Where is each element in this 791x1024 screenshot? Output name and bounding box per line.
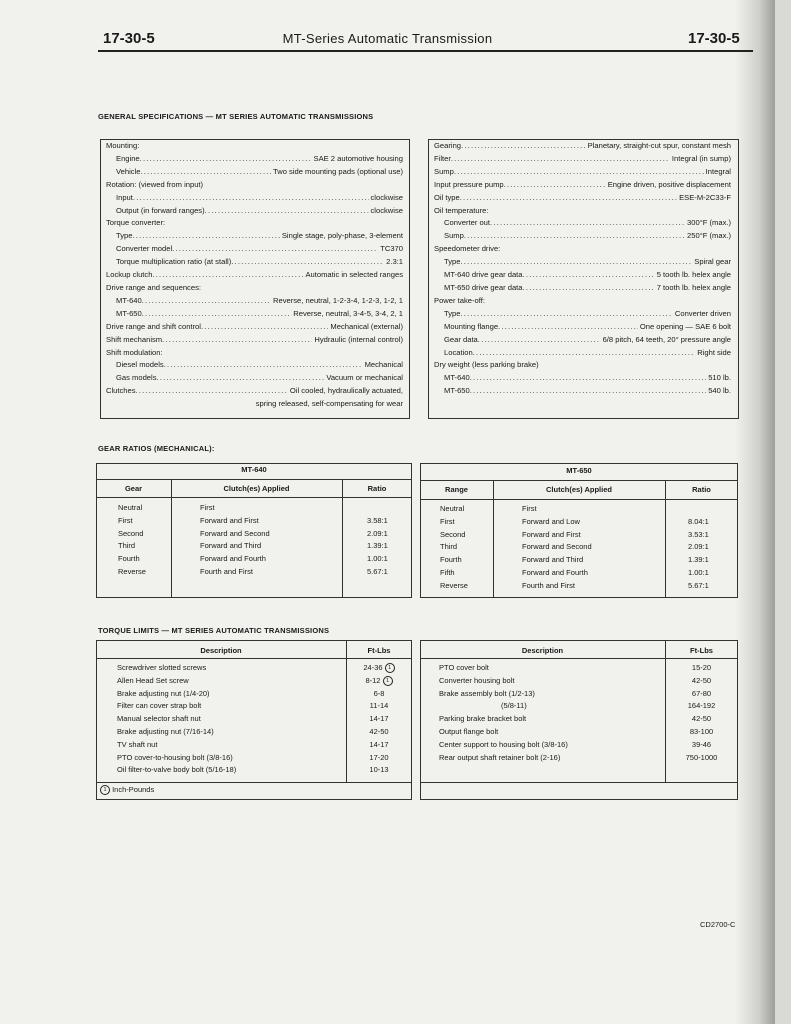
leader-dots <box>162 334 312 347</box>
leader-dots <box>454 166 704 179</box>
torque-desc: Brake assembly bolt (1/2-13) <box>439 688 535 698</box>
mt650-cell: 3.53:1 <box>688 529 709 539</box>
leader-dots <box>470 385 706 398</box>
spec-value: Reverse, neutral, 3-4-5, 3-4, 2, 1 <box>293 308 403 318</box>
spec-key: MT-650 drive gear data <box>444 282 523 292</box>
leader-dots <box>133 192 369 205</box>
spec-key: Lockup clutch <box>106 270 153 280</box>
spec-key: Oil type <box>434 192 460 202</box>
leader-dots <box>523 269 655 282</box>
torque-left-header-desc: Description <box>200 646 242 655</box>
mt640-cell: Second <box>118 528 144 538</box>
footnote-circle-marker: 1 <box>385 663 395 673</box>
spec-line <box>106 192 403 205</box>
mt650-cell: Reverse <box>440 580 468 590</box>
torque-right-bottom-rule <box>420 782 738 783</box>
spec-line <box>434 282 731 295</box>
torque-footnote <box>100 785 154 795</box>
leader-dots <box>136 385 288 398</box>
mt650-cell: 2.09:1 <box>688 542 709 552</box>
torque-desc: Brake adjusting nut (1/4-20) <box>117 688 210 698</box>
mt650-cell: Forward and Second <box>522 542 592 552</box>
spec-key: Vehicle <box>116 166 141 176</box>
spec-key: Gas models <box>116 373 157 383</box>
spec-line <box>106 140 403 153</box>
spec-line <box>434 359 731 372</box>
spec-line <box>434 347 731 360</box>
mt640-cell: Forward and Fourth <box>200 554 266 564</box>
spec-line <box>434 243 731 256</box>
torque-desc: (5/8-11) <box>501 701 527 711</box>
torque-value: 17-20 <box>369 752 389 762</box>
torque-limits-heading: TORQUE LIMITS — MT SERIES AUTOMATIC TRANSMISSIONS <box>98 626 330 635</box>
leader-dots <box>231 256 384 269</box>
spec-value: 250°F (max.) <box>687 231 731 241</box>
spec-value: 5 tooth lb. helex angle <box>656 270 731 280</box>
leader-dots <box>473 347 696 360</box>
leader-dots <box>461 140 586 153</box>
spec-value: Mechanical <box>364 360 403 370</box>
mt640-cell: Reverse <box>118 566 146 576</box>
torque-value: 24-36 <box>363 663 383 672</box>
spec-value: Right side <box>697 347 731 357</box>
mt640-col-rule-1 <box>171 479 172 598</box>
mt640-cell: Third <box>118 541 136 551</box>
spec-value: Oil cooled, hydraulically actuated, <box>289 386 403 396</box>
spec-line <box>434 269 731 282</box>
mt650-cell: Forward and Fourth <box>522 567 588 577</box>
torque-desc: Screwdriver slotted screws <box>117 663 207 672</box>
spec-line <box>106 205 403 218</box>
mt650-cell: Fourth and First <box>522 580 575 590</box>
mt640-header-clutches: Clutch(es) Applied <box>223 484 290 493</box>
spec-line <box>106 243 403 256</box>
leader-dots <box>470 372 706 385</box>
spec-value: 7 tooth lb. helex angle <box>656 282 731 292</box>
mt650-cell: Fifth <box>440 567 455 577</box>
spec-value: 300°F (max.) <box>687 218 731 228</box>
spec-line <box>106 359 403 372</box>
mt640-col-rule-2 <box>342 479 343 598</box>
torque-value-row <box>346 752 412 765</box>
torque-desc: Parking brake bracket bolt <box>439 714 527 724</box>
mt650-clutch-column <box>522 503 592 593</box>
spec-key: Shift mechanism <box>106 334 163 344</box>
mt640-cell: 1.39:1 <box>367 541 388 551</box>
torque-value: 42-50 <box>691 675 712 685</box>
spec-key: Clutches <box>106 386 136 396</box>
spec-key: Rotation: (viewed from input) <box>106 179 204 189</box>
page-number-left: 17-30-5 <box>103 30 155 47</box>
spec-key: Torque converter: <box>106 218 166 228</box>
spec-value: Integral <box>705 166 731 176</box>
spec-value: Engine driven, positive displacement <box>607 179 731 189</box>
spec-line <box>434 166 731 179</box>
spec-key: Engine <box>116 153 140 163</box>
mt650-cell: Forward and Third <box>522 555 584 565</box>
torque-value: 164-192 <box>687 701 716 711</box>
torque-value-row <box>346 726 412 739</box>
spec-key: Drive range and shift control <box>106 321 201 331</box>
spec-line <box>106 398 403 411</box>
torque-value-row <box>346 675 412 688</box>
spec-line <box>434 205 731 218</box>
mt640-cell: Forward and Second <box>200 528 270 538</box>
general-specs-heading: GENERAL SPECIFICATIONS — MT SERIES AUTOMATIC TRANSMISSIONS <box>98 112 374 121</box>
spec-value: Hydraulic (internal control) <box>314 334 403 344</box>
mt650-cell: Third <box>440 542 458 552</box>
torque-right-header-desc: Description <box>521 646 564 655</box>
leader-dots <box>460 192 677 205</box>
torque-left-values <box>346 662 412 777</box>
spec-value: 2.3:1 <box>386 257 403 267</box>
torque-left-descriptions <box>117 662 236 777</box>
mt640-header-rule <box>96 497 412 498</box>
leader-dots <box>157 372 325 385</box>
leader-dots <box>460 308 672 321</box>
spec-value: ESE-M-2C33-F <box>679 192 731 202</box>
leader-dots <box>451 153 670 166</box>
mt650-cell: Forward and Low <box>522 516 580 526</box>
mt640-cell <box>367 502 388 515</box>
spec-key: Sump <box>434 166 454 176</box>
mt640-title: MT-640 <box>241 465 267 474</box>
torque-left-header-ftlbs: Ft-Lbs <box>367 646 391 655</box>
mt640-cell: Fourth <box>118 554 140 564</box>
mt640-gear-column <box>118 502 146 579</box>
spec-key: Type <box>444 308 461 318</box>
spec-line <box>106 153 403 166</box>
torque-desc: Filter can cover strap bolt <box>117 701 202 711</box>
leader-dots <box>140 153 312 166</box>
mt650-cell: First <box>522 504 537 513</box>
spec-line <box>106 269 403 282</box>
spec-key: Converter out <box>444 218 491 228</box>
torque-footnote-rule <box>96 782 412 783</box>
leader-dots <box>490 217 685 230</box>
leader-dots <box>164 359 363 372</box>
page-binding-shadow <box>735 0 775 1024</box>
torque-value-row <box>346 764 412 777</box>
torque-value: 11-14 <box>369 701 389 711</box>
torque-desc: Center support to housing bolt (3/8-16) <box>439 739 568 749</box>
mt650-range-column <box>440 503 468 593</box>
spec-line <box>106 166 403 179</box>
spec-key: Power take-off: <box>434 295 485 305</box>
mt650-title-rule <box>420 480 738 481</box>
spec-key: Converter model <box>116 244 173 254</box>
spec-value: Reverse, neutral, 1-2-3-4, 1-2-3, 1-2, 1 <box>273 295 403 305</box>
page-title: MT-Series Automatic Transmission <box>282 31 493 46</box>
leader-dots <box>478 334 601 347</box>
torque-desc: Brake adjusting nut (7/16-14) <box>117 726 214 736</box>
spec-line <box>434 217 731 230</box>
torque-desc: Allen Head Set screw <box>117 675 189 685</box>
spec-value: SAE 2 automotive housing <box>313 153 403 163</box>
spec-key: Location <box>444 347 473 357</box>
mt650-header-ratio: Ratio <box>692 485 711 494</box>
spec-value: Single stage, poly-phase, 3-element <box>281 231 403 241</box>
spec-key: Input <box>116 192 133 202</box>
spec-value: Spiral gear <box>694 257 731 267</box>
mt640-cell: Forward and First <box>200 515 259 525</box>
mt640-cell: 2.09:1 <box>367 528 388 538</box>
header-rule <box>98 50 753 52</box>
torque-left-header-rule <box>96 658 412 659</box>
mt640-cell: First <box>118 515 133 525</box>
spec-value: 540 lb. <box>708 386 731 396</box>
mt650-cell: Forward and First <box>522 529 581 539</box>
spec-key: Oil temperature: <box>434 205 489 215</box>
spec-line <box>106 372 403 385</box>
spec-key: Gear data <box>444 334 478 344</box>
torque-value: 6-8 <box>373 688 385 698</box>
spec-line <box>434 153 731 166</box>
torque-value-row <box>346 713 412 726</box>
torque-desc: PTO cover bolt <box>439 663 489 672</box>
torque-value: 14-17 <box>369 714 389 724</box>
spec-line <box>434 179 731 192</box>
spec-key: MT-640 <box>444 373 470 383</box>
spec-line <box>106 282 403 295</box>
mt650-header-range: Range <box>445 485 468 494</box>
spec-value: One opening — SAE 6 bolt <box>639 321 731 331</box>
spec-value: 6/8 pitch, 64 teeth, 20° pressure angle <box>602 334 731 344</box>
spec-line <box>106 347 403 360</box>
spec-key: Type <box>444 257 461 267</box>
spec-key: Gearing <box>434 141 462 150</box>
spec-line <box>106 334 403 347</box>
torque-value-row <box>346 739 412 752</box>
spec-value: Automatic in selected ranges <box>305 270 403 280</box>
torque-desc: TV shaft nut <box>117 739 158 749</box>
spec-line <box>106 385 403 398</box>
spec-line <box>106 308 403 321</box>
torque-value: 8-12 <box>365 675 381 685</box>
spec-key: Sump <box>444 231 464 241</box>
spec-key: Dry weight (less parking brake) <box>434 360 539 370</box>
spec-key: MT-640 <box>116 295 142 305</box>
torque-value: 39-46 <box>691 739 712 749</box>
torque-right-header-ftlbs: Ft-Lbs <box>690 646 713 655</box>
mt640-cell: 3.58:1 <box>367 515 388 525</box>
mt640-header-ratio: Ratio <box>367 484 387 493</box>
spec-value: Vacuum or mechanical <box>326 373 403 383</box>
mt650-cell <box>688 503 709 516</box>
mt650-cell: Neutral <box>440 504 465 513</box>
spec-line <box>434 140 731 153</box>
torque-desc: Rear output shaft retainer bolt (2-16) <box>439 752 561 762</box>
footnote-circle-marker: 1 <box>100 785 110 795</box>
mt650-cell: 5.67:1 <box>688 580 709 590</box>
mt640-cell: Forward and Third <box>200 541 262 551</box>
spec-key: Filter <box>434 153 451 163</box>
spec-key: Diesel models <box>116 360 164 370</box>
spec-key: Drive range and sequences: <box>106 282 201 292</box>
spec-key: Mounting: <box>106 141 140 150</box>
mt650-cell: Second <box>440 529 466 539</box>
mt650-header-rule <box>420 499 738 500</box>
spec-key: Speedometer drive: <box>434 244 501 254</box>
spec-key: Torque multiplication ratio (at stall) <box>116 257 232 267</box>
spec-value: Planetary, straight-cut spur, constant mesh <box>587 141 731 150</box>
spec-value: Converter driven <box>674 308 731 318</box>
mt640-header-gear: Gear <box>124 484 143 493</box>
leader-dots <box>498 321 638 334</box>
torque-desc: PTO cover-to-housing bolt (3/8-16) <box>117 752 233 762</box>
torque-value-row <box>346 700 412 713</box>
leader-dots <box>201 321 328 334</box>
specs-left-list <box>106 140 403 411</box>
mt650-cell: Fourth <box>440 555 462 565</box>
spec-line <box>434 385 731 398</box>
spec-line <box>106 217 403 230</box>
mt650-col-rule-2 <box>665 480 666 598</box>
torque-right-descriptions <box>439 662 568 764</box>
leader-dots <box>142 308 292 321</box>
figure-code: CD2700-C <box>700 920 736 929</box>
mt650-col-rule-1 <box>493 480 494 598</box>
torque-value: 67-80 <box>691 688 712 698</box>
leader-dots <box>205 205 369 218</box>
spec-value: spring released, self-compensating for wear <box>255 399 403 409</box>
spec-line <box>106 256 403 269</box>
torque-value: 83-100 <box>689 726 714 736</box>
leader-dots <box>142 295 271 308</box>
spec-key: Type <box>116 231 133 241</box>
spec-line <box>434 321 731 334</box>
mt650-cell: 1.39:1 <box>688 555 709 565</box>
spec-value: clockwise <box>370 192 403 202</box>
torque-value: 10-13 <box>369 765 389 775</box>
spec-key: Shift modulation: <box>106 347 163 357</box>
mt650-cell: 1.00:1 <box>688 567 709 577</box>
torque-value-row <box>346 662 412 675</box>
torque-value-row <box>346 688 412 701</box>
spec-line <box>434 308 731 321</box>
torque-desc: Converter housing bolt <box>439 675 515 685</box>
torque-right-header-rule <box>420 658 738 659</box>
torque-desc: Manual selector shaft nut <box>117 714 201 724</box>
mt650-header-clutches: Clutch(es) Applied <box>546 485 612 494</box>
spec-line <box>434 256 731 269</box>
spec-line <box>106 321 403 334</box>
spec-line <box>434 372 731 385</box>
spec-value: TC370 <box>380 244 403 254</box>
torque-desc: Output flange bolt <box>439 726 499 736</box>
mt640-clutch-column <box>200 502 270 579</box>
spec-line <box>434 192 731 205</box>
leader-dots <box>504 179 606 192</box>
page-number-right: 17-30-5 <box>688 30 740 47</box>
spec-line <box>106 295 403 308</box>
torque-value: 750-1000 <box>685 752 718 762</box>
spec-value: Two side mounting pads (optional use) <box>272 166 403 176</box>
torque-value: 14-17 <box>369 739 389 749</box>
mt640-cell: 5.67:1 <box>367 566 388 576</box>
torque-value: 15-20 <box>691 663 712 672</box>
spec-value: Mechanical (external) <box>330 321 403 331</box>
spec-value: Integral (in sump) <box>671 153 731 163</box>
leader-dots <box>152 269 303 282</box>
spec-value: clockwise <box>370 205 403 215</box>
leader-dots <box>172 243 378 256</box>
mt650-title: MT-650 <box>566 466 592 475</box>
footnote-text: Inch-Pounds <box>112 785 155 794</box>
leader-dots <box>460 256 692 269</box>
spec-line <box>106 230 403 243</box>
specs-right-list <box>434 140 731 398</box>
spec-key: MT-640 drive gear data <box>444 270 523 280</box>
mt640-cell: First <box>200 503 215 512</box>
torque-value: 42-50 <box>691 714 712 724</box>
mt640-cell: Neutral <box>118 503 143 512</box>
leader-dots <box>464 230 685 243</box>
mt650-ratio-column <box>688 503 709 593</box>
leader-dots <box>141 166 271 179</box>
spec-key: Output (in forward ranges) <box>116 205 205 215</box>
mt640-title-rule <box>96 479 412 480</box>
mt650-cell: 8.04:1 <box>688 516 709 526</box>
spec-key: MT-650 <box>116 308 142 318</box>
mt640-cell: Fourth and First <box>200 566 253 576</box>
spec-key: MT-650 <box>444 386 470 396</box>
spec-value: 510 lb. <box>708 373 731 383</box>
leader-dots <box>523 282 655 295</box>
spec-key: Mounting flange <box>444 321 499 331</box>
spec-key: Input pressure pump <box>434 179 504 189</box>
spec-line <box>434 230 731 243</box>
spec-line <box>106 179 403 192</box>
mt640-ratio-column <box>367 502 388 579</box>
gear-ratios-heading: GEAR RATIOS (MECHANICAL): <box>98 444 215 453</box>
leader-dots <box>132 230 279 243</box>
footnote-circle-marker: 1 <box>383 676 393 686</box>
torque-right-values <box>665 662 738 764</box>
torque-value: 42-50 <box>369 726 389 736</box>
spec-line <box>434 334 731 347</box>
spec-line <box>434 295 731 308</box>
mt650-cell: First <box>440 516 455 526</box>
torque-desc: Oil filter-to-valve body bolt (5/16-18) <box>117 765 237 775</box>
mt640-cell: 1.00:1 <box>367 554 388 564</box>
